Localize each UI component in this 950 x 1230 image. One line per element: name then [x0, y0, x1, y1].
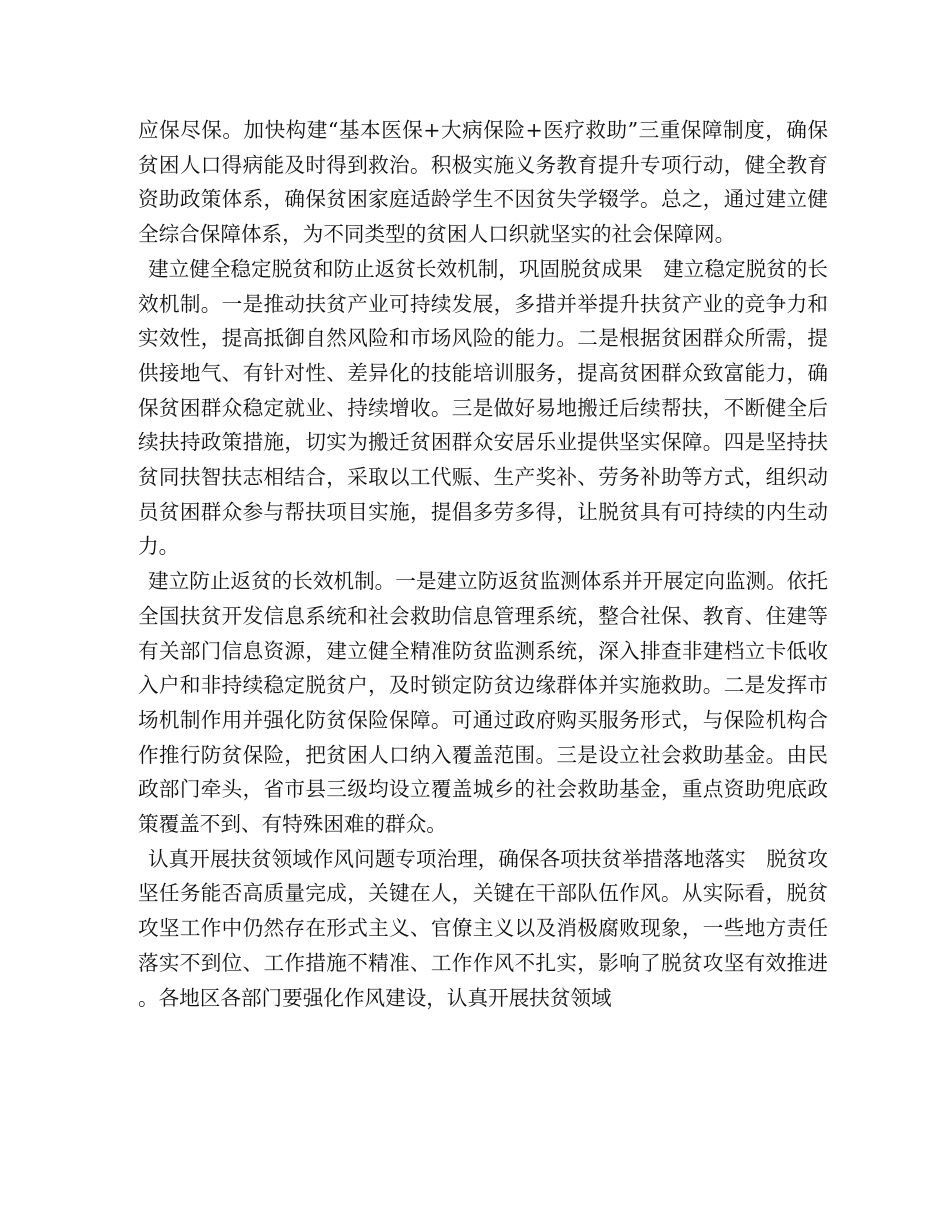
paragraph-3: 建立防止返贫的长效机制。一是建立防返贫监测体系并开展定向监测。依托全国扶贫开发信息系统和社会救助信息管理系统，整合社保、教育、住建等有关部门信息资源，建立健全精准防贫监测系统，深入排查非建档立卡低收入户和非持续稳定脱贫户，及时锁定防贫边缘群体并实施救助。二是发挥市场机制作用并强化防贫保险保障。可通过政府购买服务形式，与保险机构合作推行防贫保险，把贫困人口纳入覆盖范围。三是设立社会救助基金。由民政部门牵头，省市县三级均设立覆盖城乡的社会救助基金，重点资助兜底政策覆盖不到、有特殊困难的群众。 [138, 569, 828, 837]
document-body [138, 113, 828, 1015]
paragraph-4: 认真开展扶贫领域作风问题专项治理，确保各项扶贫举措落地落实 脱贫攻坚任务能否高质量完成，关键在人，关键在干部队伍作风。从实际看，脱贫攻坚工作中仍然存在形式主义、官僚主义以及消极腐败现象，一些地方责任落实不到位、工作措施不精准、工作作风不扎实，影响了脱贫攻坚有效推进。各地区各部门要强化作风建设，认真开展扶贫领域 [138, 846, 828, 1010]
paragraph-2: 建立健全稳定脱贫和防止返贫长效机制，巩固脱贫成果 建立稳定脱贫的长效机制。一是推动扶贫产业可持续发展，多措并举提升扶贫产业的竞争力和实效性，提高抵御自然风险和市场风险的能力。二是根据贫困群众所需，提供接地气、有针对性、差异化的技能培训服务，提高贫困群众致富能力，确保贫困群众稳定就业、持续增收。三是做好易地搬迁后续帮扶，不断健全后续扶持政策措施，切实为搬迁贫困群众安居乐业提供坚实保障。四是坚持扶贫同扶智扶志相结合，采取以工代赈、生产奖补、劳务补助等方式，组织动员贫困群众参与帮扶项目实施，提倡多劳多得，让脱贫具有可持续的内生动力。 [138, 256, 828, 559]
paragraph-1: 应保尽保。加快构建“基本医保+大病保险+医疗救助”三重保障制度，确保贫困人口得病能及时得到救治。积极实施义务教育提升专项行动，健全教育资助政策体系，确保贫困家庭适龄学生不因贫失学辍学。总之，通过建立健全综合保障体系，为不同类型的贫困人口织就坚实的社会保障网。 [138, 118, 828, 247]
